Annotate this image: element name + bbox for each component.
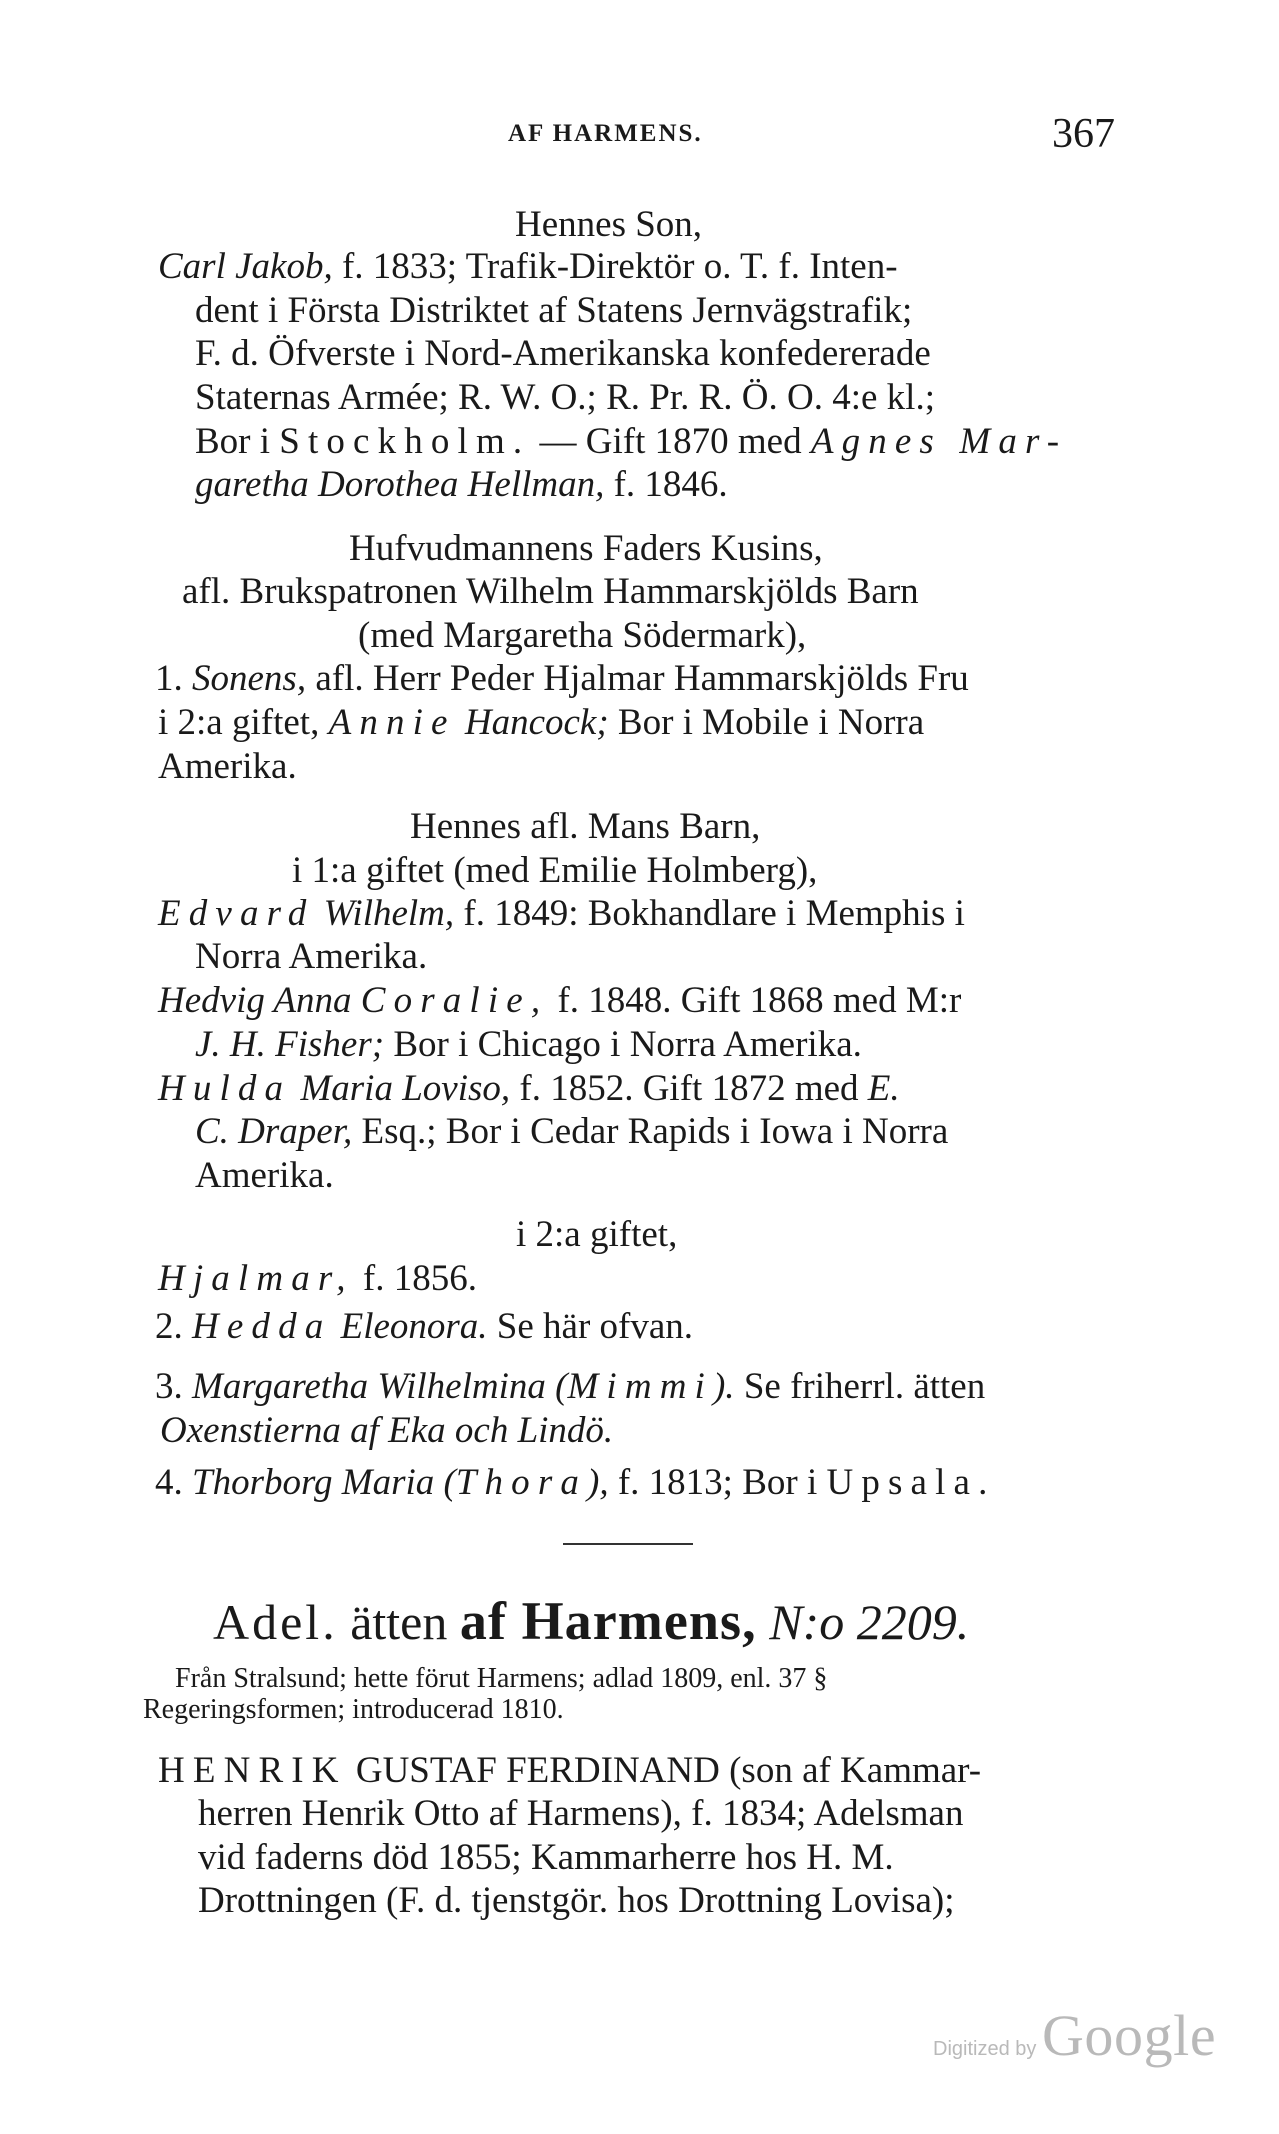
text-line: (med Margaretha Södermark), <box>358 615 807 656</box>
text-line: Edvard Wilhelm, f. 1849: Bokhandlare i Memphis i <box>158 893 965 934</box>
text-line: Norra Amerika. <box>195 936 428 977</box>
text-line: garetha Dorothea Hellman, f. 1846. <box>195 464 728 505</box>
page-number: 367 <box>1052 111 1115 157</box>
text-line: 4. Thorborg Maria (Thora), f. 1813; Bor i Upsala. <box>155 1462 996 1503</box>
text-line: Carl Jakob, f. 1833; Trafik-Direktör o. T. f. Inten- <box>158 246 898 287</box>
entry-line: Drottningen (F. d. tjenstgör. hos Drottning Lovisa); <box>198 1880 955 1921</box>
text-line: Hjalmar, f. 1856. <box>158 1258 477 1299</box>
entry-line: vid faderns död 1855; Kammarherre hos H. M. <box>198 1837 894 1878</box>
text-line: Amerika. <box>195 1155 334 1196</box>
text-line: Staternas Armée; R. W. O.; R. Pr. R. Ö. O. 4:e kl.; <box>195 377 935 418</box>
subheading-faders-kusins: Hufvudmannens Faders Kusins, <box>349 528 823 569</box>
text-line: i 1:a giftet (med Emilie Holmberg), <box>292 850 818 891</box>
heading-hennes-son: Hennes Son, <box>515 204 703 245</box>
text-line: 1. Sonens, afl. Herr Peder Hjalmar Hammarskjölds Fru <box>155 658 969 699</box>
text-line: C. Draper, Esq.; Bor i Cedar Rapids i Iowa i Norra <box>195 1111 949 1152</box>
text-line: i 2:a giftet, Annie Hancock; Bor i Mobile i Norra <box>158 702 925 743</box>
section-divider <box>563 1543 693 1545</box>
text-line: dent i Första Distriktet af Statens Jernvägstrafik; <box>195 290 913 331</box>
section-note-line: Regeringsformen; introducerad 1810. <box>143 1694 564 1725</box>
text-line: 2. Hedda Eleonora. Se här ofvan. <box>155 1306 694 1347</box>
entry-line: HENRIK GUSTAF FERDINAND (son af Kammar- <box>158 1750 982 1791</box>
text-line: Bor i Stockholm. — Gift 1870 med Agnes Mar- <box>195 421 1068 462</box>
text-line: Hedvig Anna Coralie, f. 1848. Gift 1868 med M:r <box>158 980 962 1021</box>
google-logo: Google <box>1041 2003 1217 2068</box>
text-line: Hulda Maria Loviso, f. 1852. Gift 1872 med E. <box>158 1068 900 1109</box>
section-note-line: Från Stralsund; hette förut Harmens; adlad 1809, enl. 37 § <box>175 1663 828 1694</box>
running-title: AF HARMENS. <box>508 120 703 147</box>
section-heading: Adel. ätten af Harmens, N:o 2209. <box>213 1591 970 1651</box>
text-line: Amerika. <box>158 746 297 787</box>
subheading-mans-barn: Hennes afl. Mans Barn, <box>410 806 761 847</box>
text-line: Oxenstierna af Eka och Lindö. <box>160 1410 614 1451</box>
text-line: J. H. Fisher; Bor i Chicago i Norra Amerika. <box>195 1024 862 1065</box>
entry-line: herren Henrik Otto af Harmens), f. 1834; Adelsman <box>198 1793 964 1834</box>
text-line: 3. Margaretha Wilhelmina (Mimmi). Se friherrl. ätten <box>155 1366 986 1407</box>
subheading-andra-giftet: i 2:a giftet, <box>516 1214 678 1255</box>
digitized-by-google-watermark: Digitized by Google <box>933 2003 1217 2068</box>
text-line: F. d. Öfverste i Nord-Amerikanska konfedererade <box>195 333 931 374</box>
text-line: afl. Brukspatronen Wilhelm Hammarskjölds Barn <box>182 571 919 612</box>
